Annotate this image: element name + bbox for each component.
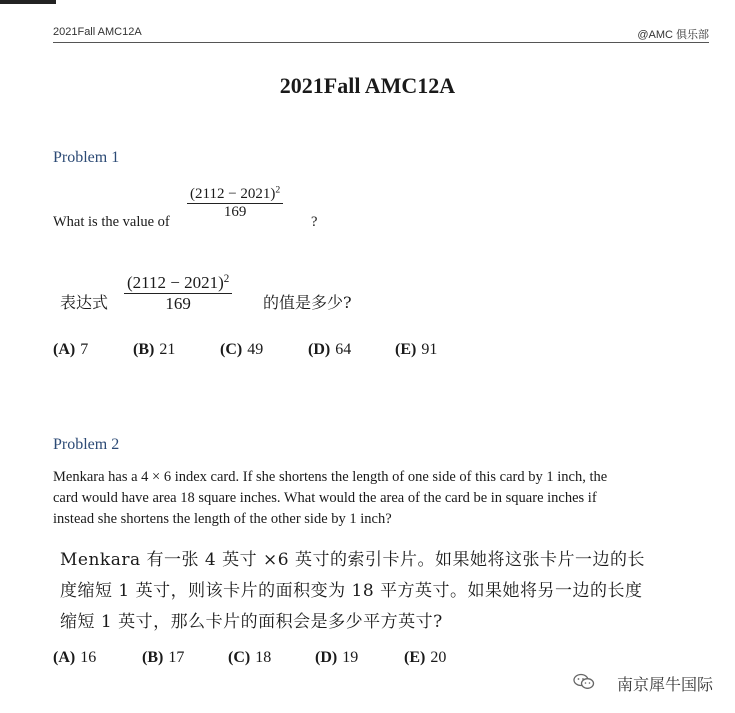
header-right: @AMC 俱乐部 [637,29,709,41]
choice-value: 18 [255,649,272,666]
choice-value: 64 [335,341,352,358]
choice-label: (E) [404,649,426,666]
choice-label: (B) [133,341,155,358]
document-title: 2021Fall AMC12A [279,73,456,98]
choice-label: (C) [228,649,251,666]
problem-1-heading: Problem 1 [53,149,120,166]
choice-label: (D) [308,341,331,358]
problem-1-en-prefix: What is the value of [53,214,170,230]
wechat-icon [573,673,595,690]
choice-value: 20 [430,649,447,666]
choice-value: 7 [80,341,89,358]
problem-1-choice-c [220,341,263,359]
choice-value: 19 [342,649,359,666]
fraction-exponent: 2 [275,184,281,196]
problem-1-zh-suffix: 的值是多少? [263,293,352,312]
fraction-exponent: 2 [223,272,230,285]
problem-2-zh-line-2: 度缩短 1 英寸，则该卡片的面积变为 18 平方英寸。如果她将另一边的长度 [60,581,643,601]
fraction-numerator: (2112 − 2021) [127,273,224,292]
problem-1-choice-a [53,341,88,359]
choice-value: 21 [159,341,176,358]
problem-2-heading: Problem 2 [53,436,120,453]
choice-label: (E) [395,341,417,358]
problem-1-en-fraction [187,186,283,221]
problem-2-choice-a [53,649,96,667]
choice-label: (A) [53,341,76,358]
problem-2-en-line-2: card would have area 18 square inches. What would the area of the card be in square inches if [53,490,597,506]
fraction-denominator: 169 [165,294,191,313]
problem-1-choice-d [308,341,351,359]
header-left: 2021Fall AMC12A [53,26,142,38]
problem-2-choice-c [228,649,271,667]
top-edge-bar [0,0,56,4]
choice-label: (D) [315,649,338,666]
problem-2-choice-d [315,649,358,667]
watermark-text: 南京犀牛国际 [616,677,713,694]
choice-value: 49 [247,341,264,358]
choice-value: 17 [168,649,185,666]
problem-2-en-line-1: Menkara has a 4 × 6 index card. If she shortens the length of one side of this card by 1 inch, the [53,469,608,485]
fraction-denominator: 169 [223,204,247,220]
choice-label: (C) [220,341,243,358]
fraction-numerator: (2112 − 2021) [190,186,276,202]
choice-label: (A) [53,649,76,666]
problem-2-choice-e [404,649,446,667]
problem-2-zh-line-1: Menkara 有一张 4 英寸 ×6 英寸的索引卡片。如果她将这张卡片一边的长 [60,550,646,570]
page-header [53,26,709,43]
problem-1-choice-e [395,341,437,359]
problem-1-zh-fraction [124,273,232,314]
problem-2-zh-line-3: 缩短 1 英寸，那么卡片的面积会是多少平方英寸? [60,612,443,632]
problem-1-choice-b [133,341,175,359]
choice-value: 91 [421,341,438,358]
choice-value: 16 [80,649,97,666]
problem-2-en-line-3: instead she shortens the length of the other side by 1 inch? [53,511,392,527]
choice-label: (B) [142,649,164,666]
problem-1-zh-prefix: 表达式 [60,293,109,312]
problem-2-choice-b [142,649,184,667]
problem-1-en-suffix: ? [311,214,318,230]
